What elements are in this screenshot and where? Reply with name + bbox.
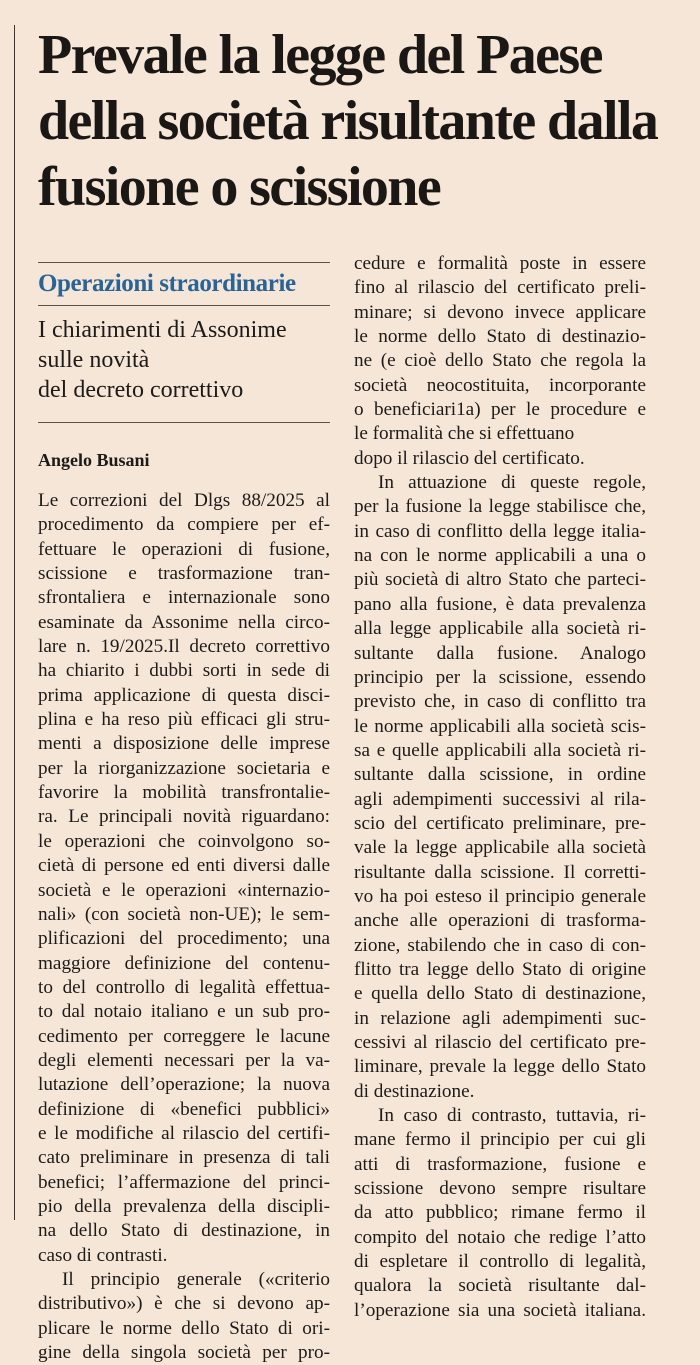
subheadline-line: I chiarimenti di Assonime — [38, 317, 287, 343]
body-text-line: anche alle operazioni di trasforma- — [354, 910, 646, 932]
body-text-line: per la fusione la legge stabilisce che, — [354, 496, 646, 518]
body-text-line: cedimento per correggere le lacune — [38, 1025, 330, 1047]
body-text-line: di destinazione. — [354, 1080, 475, 1102]
body-text-line: plina e ha reso più efficaci gli stru- — [38, 709, 330, 731]
body-text-line: le operazioni che coinvolgono so- — [38, 830, 330, 852]
body-text-line: qualora la società risultante dal- — [354, 1275, 646, 1297]
body-text-line: ne (e cioè dello Stato che regola la — [354, 350, 646, 372]
body-text-line: risultante dalla scissione. Il corretti- — [354, 861, 646, 883]
body-text-line: In attuazione di queste regole, — [378, 472, 646, 494]
body-text-line: vale la legge applicabile alla società — [354, 837, 646, 859]
body-text-line: definizione di «benefici pubblici» — [38, 1098, 330, 1120]
body-text-line: minare; si devono invece applicare — [354, 301, 646, 323]
body-text-line: scio del certificato preliminare, pre- — [354, 812, 646, 834]
body-text-line: favorire la mobilità transfrontalie- — [38, 782, 330, 804]
body-text-line: e quella dello Stato di destinazione, — [354, 983, 646, 1005]
body-text-line: pano alla fusione, è data prevalenza — [354, 593, 646, 615]
body-text-line: sa e quelle applicabili alla società ri- — [354, 739, 646, 761]
body-text-line: cato preliminare in presenza di tali — [38, 1147, 330, 1169]
body-text-line: cietà di persone ed enti diversi dalle — [38, 855, 330, 877]
subheadline — [38, 315, 330, 405]
body-text-line: in caso di conflitto della legge italia- — [354, 520, 646, 542]
body-text-line: lare n. 19/2025.Il decreto correttivo — [38, 636, 330, 658]
body-text-line: distributivo») è che si devono ap- — [38, 1293, 330, 1315]
headline: Prevale la legge del Paese della società risultante dalla fusione o scissione — [38, 24, 658, 218]
body-text-line: sfrontaliera e internazionale sono — [38, 587, 330, 609]
body-text-line: na dello Stato di destinazione, in — [38, 1220, 330, 1242]
subheadline-line: sulle novità — [38, 347, 150, 373]
body-text-line: le formalità che si effettuano — [354, 423, 575, 445]
body-text-line: cessivi al rilascio del certificato pre- — [354, 1032, 646, 1053]
body-text-line: in relazione agli adempimenti suc- — [354, 1007, 646, 1029]
body-text-line: agli adempimenti successivi al rila- — [354, 788, 646, 810]
body-text-line: alla legge applicabile alla società ri- — [354, 618, 646, 640]
section-label: Operazioni straordinarie — [38, 270, 296, 297]
body-text-line: o beneficiari1a) per le procedure e — [354, 399, 646, 421]
body-text-line: benefici; l’affermazione del princi- — [38, 1171, 330, 1193]
body-text-line: le norme applicabili alla società scis- — [354, 715, 646, 737]
body-text-line: In caso di contrasto, tuttavia, ri- — [378, 1105, 646, 1127]
body-text-line: ra. Le principali novità riguardano: — [38, 806, 330, 828]
body-text-line: to del controllo di legalità effettua- — [38, 976, 330, 998]
article-left-rule — [14, 25, 15, 1220]
body-text-line: esaminate da Assonime nella circo- — [38, 611, 330, 633]
body-text-line: gine della singola società per pro- — [38, 1342, 330, 1364]
body-text-line: flitto tra legge dello Stato di origine — [354, 958, 646, 980]
body-text-line: liminare, prevale la legge dello Stato — [354, 1056, 646, 1078]
body-text-line: caso di contrasti. — [38, 1244, 168, 1266]
body-text-line: atti di trasformazione, fusione e — [354, 1153, 646, 1175]
body-text-line: previsto che, in caso di conflitto tra — [354, 691, 646, 713]
body-text-line: to dal notaio italiano e un sub pro- — [38, 1001, 330, 1023]
body-text-line: più società di altro Stato che parteci- — [354, 569, 646, 591]
body-text-line: dopo il rilascio del certificato. — [354, 447, 585, 469]
body-text-line: e le modifiche al rilascio del certifi- — [38, 1122, 330, 1144]
body-text-line: maggiore definizione del contenu- — [38, 952, 330, 974]
body-text-line: lutazione dell’operazione; la nuova — [38, 1074, 330, 1096]
body-text-line: l’operazione sia una società italiana. — [354, 1299, 646, 1321]
body-text-line: vo ha poi esteso il principio generale — [354, 885, 646, 907]
divider-kicker — [38, 305, 330, 306]
divider-byline — [38, 422, 330, 423]
body-text-line: fino al rilascio del certificato preli- — [354, 277, 646, 299]
body-text-line: fettuare le operazioni di fusione, — [38, 538, 330, 560]
body-text-line: prima applicazione di questa disci- — [38, 684, 330, 706]
body-text-line: plificazioni del procedimento; una — [38, 928, 330, 950]
body-text-line: sultante dalla scissione, in ordine — [354, 764, 646, 786]
body-text-line: mane fermo il principio per cui gli — [354, 1129, 646, 1151]
body-text-line: plicare le norme dello Stato di ori- — [38, 1317, 330, 1339]
body-text-line: per la riorganizzazione societaria e — [38, 757, 330, 779]
body-text-line: scissione devono sempre risultare — [354, 1178, 646, 1200]
body-text-line: compito del notaio che redige l’atto — [354, 1226, 646, 1248]
body-text-line: scissione e trasformazione tran- — [38, 563, 330, 585]
author-byline: Angelo Busani — [38, 450, 150, 470]
subheadline-line: del decreto correttivo — [38, 377, 244, 403]
body-text-line: principio per la scissione, essendo — [354, 666, 646, 688]
body-text-line: società e le operazioni «internazio- — [38, 879, 330, 901]
body-text-line: società neocostituita, incorporante — [354, 374, 646, 396]
body-text-line: le norme dello Stato di destinazio- — [354, 326, 646, 348]
divider-top — [38, 262, 330, 263]
body-text-line: ha chiarito i dubbi sorti in sede di — [38, 660, 330, 682]
body-text-line: procedimento da compiere per ef- — [38, 514, 330, 536]
body-text-line: zione, stabilendo che in caso di con- — [354, 934, 646, 956]
body-text-line: nali» (con società non-UE); le sem- — [38, 903, 330, 925]
body-text-line: degli elementi necessari per la va- — [38, 1049, 330, 1071]
body-text-line: di espletare il controllo di legalità, — [354, 1251, 646, 1273]
body-text-line: Le correzioni del Dlgs 88/2025 al — [38, 490, 330, 511]
body-text-line: pio della prevalenza della discipli- — [38, 1195, 330, 1217]
body-text-line: na con le norme applicabili a una o — [354, 545, 646, 567]
article-body-column-left — [38, 489, 330, 1365]
article-body-column-right — [354, 252, 646, 1323]
body-text-line: Il principio generale («criterio — [62, 1269, 330, 1290]
body-text-line: menti a disposizione delle imprese — [38, 733, 330, 755]
body-text-line: da atto pubblico; rimane fermo il — [354, 1202, 646, 1224]
body-text-line: sultante dalla fusione. Analogo — [354, 642, 646, 664]
body-text-line: cedure e formalità poste in essere — [354, 253, 646, 274]
